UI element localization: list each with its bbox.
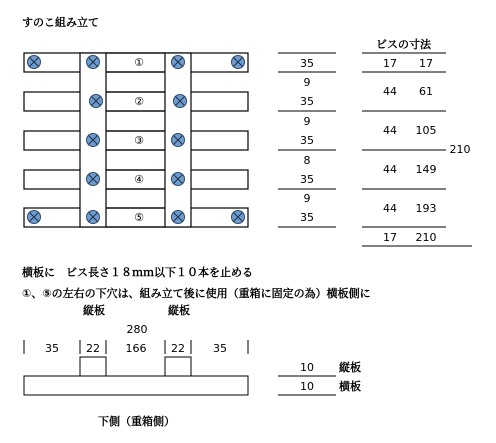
screw-icon (172, 211, 185, 224)
section-vertical-left (80, 357, 106, 376)
screw-table-header: ビスの寸法 (376, 38, 431, 51)
screw-a: 44 (383, 124, 397, 137)
screw-icon (172, 56, 185, 69)
label-vertical-right: 縦板 (168, 304, 190, 317)
section-seg: 22 (86, 342, 100, 355)
legend-label: 横板 (339, 380, 361, 393)
screw-icon (174, 95, 187, 108)
left-table-cell: 35 (300, 95, 314, 108)
row-marker-4: ④ (134, 173, 144, 186)
screw-a: 44 (383, 163, 397, 176)
screw-a: 44 (383, 202, 397, 215)
note-1: 横板に ビス長さ１８ｍｍ以下１０本を止める (22, 266, 253, 279)
row-marker-2: ② (134, 95, 144, 108)
screw-icon (28, 56, 41, 69)
screw-total: 210 (449, 143, 471, 156)
screw-a: 44 (383, 85, 397, 98)
label-vertical-left: 縦板 (83, 304, 105, 317)
screw-icon (172, 134, 185, 147)
row-marker-1: ① (134, 56, 144, 69)
screw-icon (87, 211, 100, 224)
left-table-cell: 8 (303, 154, 311, 167)
section-horizontal-board (24, 376, 248, 395)
screw-icon (90, 95, 103, 108)
left-table-cell: 9 (303, 192, 311, 205)
screw-icon (87, 173, 100, 186)
screw-icon (232, 211, 245, 224)
screw-b: 105 (415, 124, 437, 137)
screw-icon (232, 56, 245, 69)
legend-label: 縦板 (339, 361, 361, 374)
section-vertical-right (165, 357, 191, 376)
left-table-cell: 35 (300, 57, 314, 70)
page-title: すのこ組み立て (22, 16, 99, 29)
screw-icon (172, 173, 185, 186)
row-marker-3: ③ (134, 134, 144, 147)
section-seg: 22 (171, 342, 185, 355)
screw-a: 17 (383, 231, 397, 244)
left-table-cell: 9 (303, 76, 311, 89)
section-seg: 35 (45, 342, 59, 355)
screw-b: 193 (415, 202, 437, 215)
screw-b: 17 (419, 57, 433, 70)
section-seg: 35 (213, 342, 227, 355)
row-marker-5: ⑤ (134, 211, 144, 224)
left-table-cell: 35 (300, 211, 314, 224)
left-table-cell: 9 (303, 115, 311, 128)
screw-icon (87, 134, 100, 147)
screw-b: 149 (415, 163, 437, 176)
left-table-cell: 35 (300, 173, 314, 186)
screw-icon (87, 56, 100, 69)
legend-value: 10 (300, 380, 314, 393)
legend-value: 10 (300, 361, 314, 374)
section-seg: 166 (125, 342, 147, 355)
screw-icon (28, 211, 41, 224)
screw-b: 61 (419, 85, 433, 98)
screw-b: 210 (415, 231, 437, 244)
left-table-cell: 35 (300, 134, 314, 147)
section-total: 280 (126, 323, 148, 336)
note-2: ①、⑤の左右の下穴は、組み立て後に使用（重箱に固定の為）横板側に (22, 287, 371, 300)
bottom-label: 下側（重箱側） (98, 415, 175, 428)
screw-a: 17 (383, 57, 397, 70)
